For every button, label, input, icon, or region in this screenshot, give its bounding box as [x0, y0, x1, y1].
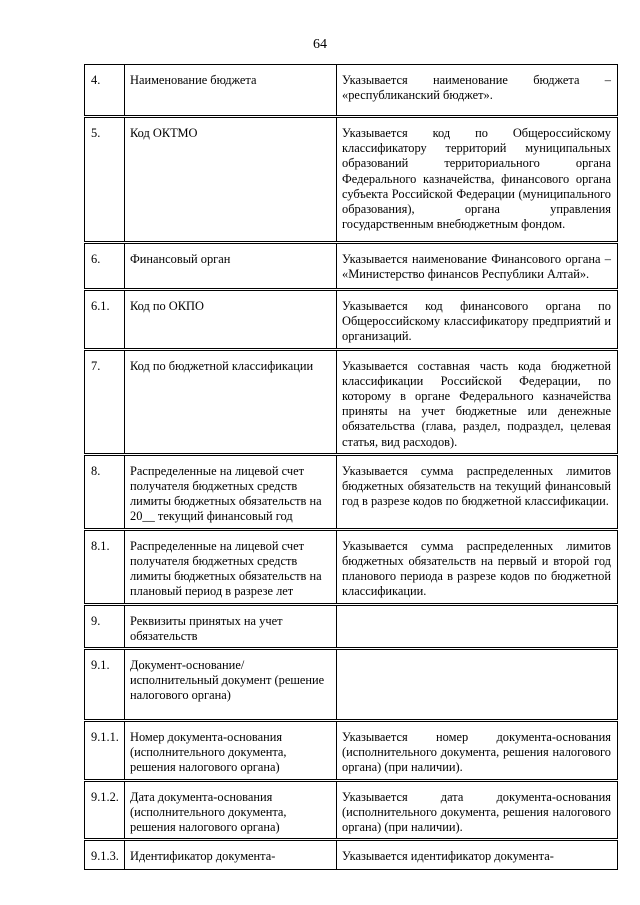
- row-name: Документ-основание/исполнительный документ (решение налогового органа): [125, 649, 337, 721]
- row-number: 5.: [85, 117, 125, 243]
- row-number: 9.1.2.: [85, 780, 125, 840]
- row-description: Указывается идентификатор документа-: [337, 840, 618, 870]
- row-name: Номер документа-основания (исполнительного документа, решения налогового органа): [125, 721, 337, 781]
- table-row: [85, 454, 618, 529]
- row-name: Код ОКТМО: [125, 117, 337, 243]
- page-number: 64: [313, 37, 327, 52]
- table-row: [85, 604, 618, 648]
- row-name: Код по ОКПО: [125, 290, 337, 350]
- row-number: 9.1.: [85, 649, 125, 721]
- row-number: 9.1.1.: [85, 721, 125, 781]
- table-row: [85, 529, 618, 604]
- row-description: Указывается номер документа-основания (исполнительного документа, решения налогового органа) (при наличии).: [337, 721, 618, 781]
- row-description: Указывается сумма распределенных лимитов бюджетных обязательств на текущий финансовый год в разрезе кодов по бюджетной классификации.: [337, 454, 618, 529]
- row-description: [337, 604, 618, 648]
- row-number: 8.1.: [85, 529, 125, 604]
- table-row: [85, 117, 618, 243]
- row-name: Реквизиты принятых на учет обязательств: [125, 604, 337, 648]
- table-row: [85, 349, 618, 454]
- row-number: 6.: [85, 243, 125, 290]
- table-row: [85, 243, 618, 290]
- row-name: Наименование бюджета: [125, 65, 337, 117]
- row-description: Указывается наименование бюджета – «республиканский бюджет».: [337, 65, 618, 117]
- row-number: 7.: [85, 349, 125, 454]
- row-description: Указывается наименование Финансового органа – «Министерство финансов Республики Алтай».: [337, 243, 618, 290]
- row-name: Распределенные на лицевой счет получателя бюджетных средств лимиты бюджетных обязательств на 20__ текущий финансовый год: [125, 454, 337, 529]
- row-description: Указывается дата документа-основания (исполнительного документа, решения налогового органа) (при наличии).: [337, 780, 618, 840]
- row-name: Распределенные на лицевой счет получателя бюджетных средств лимиты бюджетных обязательств на плановый период в разрезе лет: [125, 529, 337, 604]
- row-name: Дата документа-основания (исполнительного документа, решения налогового органа): [125, 780, 337, 840]
- row-name: Идентификатор документа-: [125, 840, 337, 870]
- row-description: Указывается код финансового органа по Общероссийскому классификатору предприятий и организаций.: [337, 290, 618, 350]
- table-row: [85, 721, 618, 781]
- row-description: [337, 649, 618, 721]
- requisites-table: [84, 64, 618, 870]
- row-name: Финансовый орган: [125, 243, 337, 290]
- table-row: [85, 290, 618, 350]
- row-number: 8.: [85, 454, 125, 529]
- row-number: 9.1.3.: [85, 840, 125, 870]
- row-name: Код по бюджетной классификации: [125, 349, 337, 454]
- row-description: Указывается составная часть кода бюджетной классификации Российской Федерации, по которому в органе Федерального казначейства приняты на учет бюджетные или денежные обязательства (глава, раздел, подраздел, целевая статья, вид расходов).: [337, 349, 618, 454]
- row-number: 6.1.: [85, 290, 125, 350]
- table-row: [85, 840, 618, 870]
- row-number: 4.: [85, 65, 125, 117]
- row-number: 9.: [85, 604, 125, 648]
- table-row: [85, 780, 618, 840]
- row-description: Указывается сумма распределенных лимитов бюджетных обязательств на первый и второй год планового периода в разрезе кодов по бюджетной классификации.: [337, 529, 618, 604]
- table-row: [85, 65, 618, 117]
- table-row: [85, 649, 618, 721]
- row-description: Указывается код по Общероссийскому классификатору территорий муниципальных образований территориального органа Федерального казначейства, финансового органа субъекта Российской Федерации (муниципального образования), органа управления государственным внебюджетным фондом.: [337, 117, 618, 243]
